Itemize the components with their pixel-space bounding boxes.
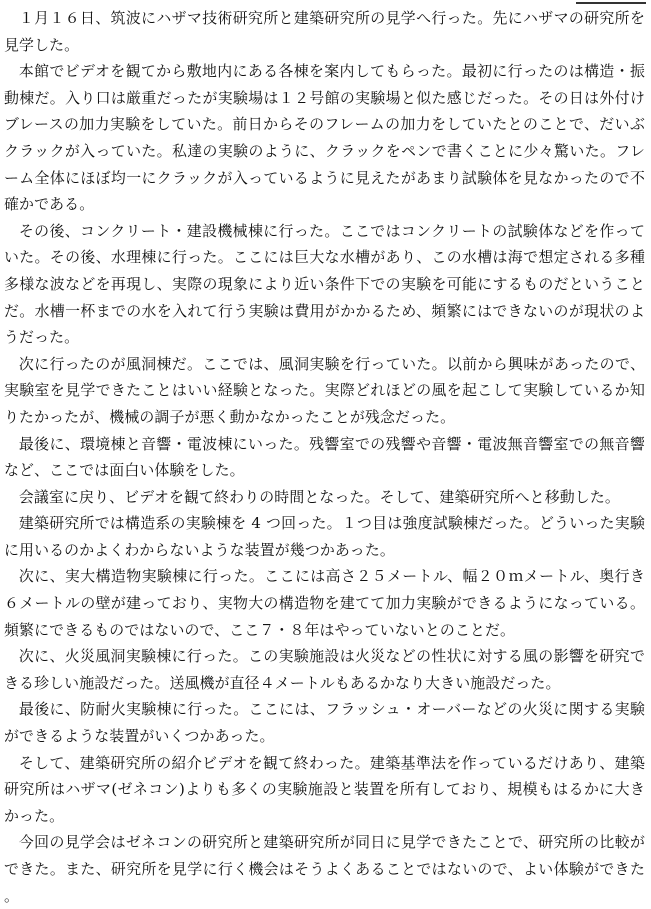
paragraph: 本館でビデオを観てから敷地内にある各棟を案内してもらった。最初に行ったのは構造・振動棟だ。入り口は厳重だったが実験場は１２号館の実験場と似た感じだった。その日は外付けブレースの加力実験をしていた。前日からそのフレームの加力をしていたとのことで、だいぶクラックが入っていた。私達の実験のように、クラックをペンで書くことに少々驚いた。フレーム全体にほぼ均一にクラックが入っているように見えたがあまり試験体を見なかったので不確かである。 — [4, 62, 645, 214]
paragraph: １月１６日、筑波にハザマ技術研究所と建築研究所の見学へ行った。先にハザマの研究所を見学した。 — [4, 9, 645, 54]
paragraph: 建築研究所では構造系の実験棟を 4 つ回った。１つ目は強度試験棟だった。どういった実験に用いるのかよくわからないような装置が幾つかあった。 — [4, 514, 645, 559]
cropped-header-fragment — [576, 0, 646, 7]
paragraph: 会議室に戻り、ビデオを観て終わりの時間となった。そして、建築研究所へと移動した。 — [18, 487, 620, 506]
paragraph: 次に、火災風洞実験棟に行った。この実験施設は火災などの性状に対する風の影響を研究できる珍しい施設だった。送風機が直径４メートルもあるかなり大きい施設だった。 — [4, 647, 645, 692]
paragraph: そして、建築研究所の紹介ビデオを観て終わった。建築基準法を作っているだけあり、建築研究所はハザマ(ゼネコン)よりも多くの実験施設と装置を所有しており、規模もはるかに大きかった。 — [4, 753, 645, 825]
paragraph: 今回の見学会はゼネコンの研究所と建築研究所が同日に見学できたことで、研究所の比較ができた。また、研究所を見学に行く機会はそうよくあることではないので、よい体験ができた。 — [4, 833, 645, 905]
paragraph: 最後に、環境棟と音響・電波棟にいった。残響室での残響や音響・電波無音響室での無音響など、ここでは面白い体験をした。 — [4, 434, 645, 480]
paragraph: 次に行ったのが風洞棟だ。ここでは、風洞実験を行っていた。以前から興味があったので、実験室を見学できたことはいい経験となった。実際どれほどの風を起こして実験しているか知りたかったが、機械の調子が悪く動かなかったことが残念だった。 — [4, 354, 645, 426]
report-body — [4, 5, 645, 909]
paragraph: その後、コンクリート・建設機械棟に行った。ここではコンクリートの試験体などを作っていた。その後、水理棟に行った。ここには巨大な水槽があり、この水槽は海で想定される多種多様な波などを再現し、実際の現象により近い条件下での実験を可能にするものだということだ。水槽一杯までの水を入れて行う実験は費用がかかるため、頻繁にはできないのが現状のようだった。 — [4, 221, 645, 347]
paragraph: 最後に、防耐火実験棟に行った。ここには、フラッシュ・オーバーなどの火災に関する実験ができるような装置がいくつかあった。 — [4, 700, 645, 746]
paragraph: 次に、実大構造物実験棟に行った。ここには高さ２５メートル、幅２０ｍメートル、奥行き６メートルの壁が建っており、実物大の構造物を建てて加力実験ができるようになっている。頻繁にできるものではないので、ここ７・８年はやっていないとのことだ。 — [4, 567, 645, 639]
